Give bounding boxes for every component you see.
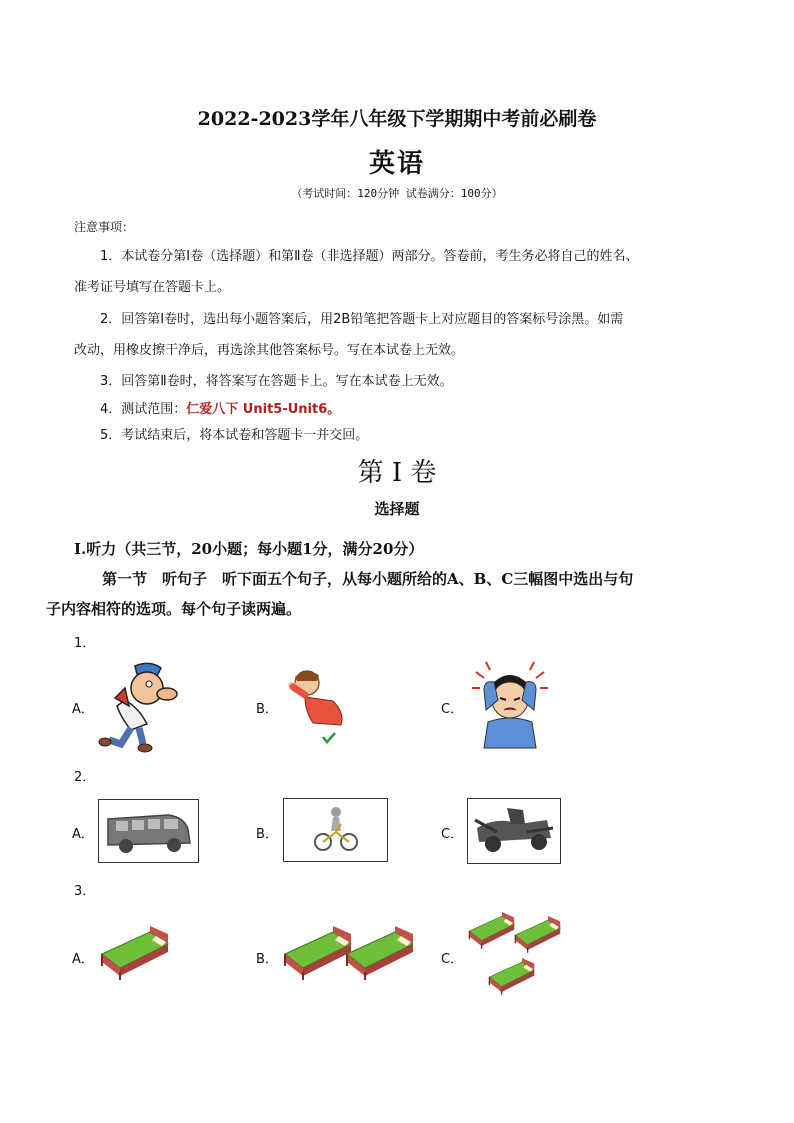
notice-item-2-cont: 改动，用橡皮擦干净后，再选涂其他答案标号。写在本试卷上无效。: [74, 343, 465, 358]
option-label-a: A．: [72, 702, 94, 717]
notice-heading: 注意事项：: [74, 220, 135, 234]
option-label-c: C．: [441, 952, 464, 967]
option-label-a: A．: [72, 827, 94, 842]
option-label-b: B．: [256, 952, 278, 967]
notice-item-4: 4．测试范围：仁爱八下 Unit5-Unit6。: [100, 402, 341, 417]
option-label-b: B．: [256, 702, 278, 717]
boy-sneezing-icon: [283, 665, 355, 745]
notice-item-1-cont: 准考证号填写在答题卡上。: [74, 280, 231, 295]
test-range: 仁爱八下 Unit5-Unit6。: [186, 402, 341, 417]
notice-item-1: 1．本试卷分第Ⅰ卷（选择题）和第Ⅱ卷（非选择题）两部分。答卷前，考生务必将自己的姓名、: [100, 249, 639, 264]
option-label-c: C．: [441, 702, 464, 717]
option-label-a: A．: [72, 952, 94, 967]
notice-item-3: 3．回答第Ⅱ卷时，将答案写在答题卡上。写在本试卷上无效。: [100, 374, 453, 389]
two-beds-icon: [283, 926, 413, 984]
cyclist-icon: [283, 798, 388, 862]
subject-title: 英语: [368, 149, 425, 179]
option-label-c: C．: [441, 827, 464, 842]
three-beds-icon: [468, 912, 564, 996]
section-description: 第一节 听句子 听下面五个句子，从每小题所给的A、B、C三幅图中选出与句 子内容相符的选项。每个句子读两遍。: [46, 570, 634, 618]
question-number: 3．: [74, 884, 96, 899]
option-label-b: B．: [256, 827, 278, 842]
exam-meta: （考试时间：120分钟 试卷满分：100分）: [291, 187, 503, 200]
minibus-icon: [98, 799, 199, 863]
notice-item-2: 2．回答第Ⅰ卷时，选出每小题答案后，用2B铅笔把答题卡上对应题目的答案标号涂黑。如需: [100, 312, 624, 327]
part-title: 第 I 卷: [357, 458, 437, 488]
motorbike-icon: [467, 798, 561, 864]
part-subtitle: 选择题: [374, 500, 420, 518]
headache-boy-icon: [470, 660, 550, 750]
question-number: 1．: [74, 636, 96, 651]
single-bed-icon: [100, 926, 172, 984]
man-carrying-bag-icon: [95, 658, 185, 753]
exam-title: 2022-2023学年八年级下学期期中考前必刷卷: [197, 108, 597, 130]
notice-item-5: 5．考试结束后，将本试卷和答题卡一并交回。: [100, 428, 369, 443]
section-heading: Ⅰ.听力（共三节，20小题；每小题1分，满分20分）: [74, 540, 424, 558]
question-number: 2．: [74, 770, 96, 785]
